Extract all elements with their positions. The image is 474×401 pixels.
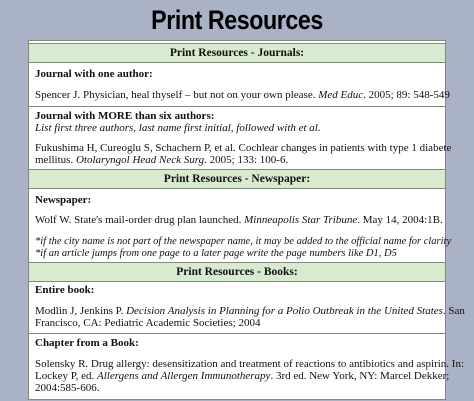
citation-text: Spencer J. Physician, heal thyself – but not on your own please. [35, 89, 319, 101]
citation-text: Wolf W. State's mail-order drug plan launched. [35, 214, 245, 226]
books-header: Print Resources - Books: [29, 262, 445, 282]
citation-text: Lockey P, ed. [35, 370, 98, 382]
newspaper-note-city: *if the city name is not part of the newspaper name, it may be added to the official name for clarity [35, 236, 452, 247]
newspaper-note-pages: *if an article jumps from one page to a later page write the page numbers like D1, D5 [35, 248, 397, 259]
entire-book-label: Entire book: [35, 284, 95, 296]
newspaper-label: Newspaper: [35, 194, 92, 206]
row-divider [29, 333, 445, 334]
book-chapter-citation-line3: 2004:585-606. [35, 382, 100, 394]
citation-tail: . 2005; 89: 548-549 [363, 89, 450, 101]
journal-six-authors-citation-line1: Fukushima H, Cureoglu S, Schachern P, et al. Cochlear changes in patients with type 1 diabete [35, 142, 452, 154]
entire-book-citation-line2: Francisco, CA: Pediatric Academic Societies; 2004 [35, 317, 261, 329]
book-title: Allergens and Allergen Immunotherapy [97, 370, 271, 382]
row-divider [29, 106, 445, 107]
journal-title: Med Educ [318, 89, 364, 101]
resource-table [28, 40, 465, 400]
citation-text: mellitus. [35, 154, 76, 166]
book-chapter-label: Chapter from a Book: [35, 337, 139, 349]
book-chapter-citation-line1: Solensky R. Drug allergy: desensitization and treatment of reactions to antibiotics and aspirin. In: [35, 358, 465, 370]
citation-tail: . 3rd ed. New York, NY: Marcel Dekker; [270, 370, 450, 382]
citation-tail: . 2005; 133: 100-6. [204, 154, 289, 166]
journal-six-authors-label: Journal with MORE than six authors: [35, 110, 215, 122]
newspaper-header: Print Resources - Newspaper: [29, 169, 445, 189]
citation-tail: . San [442, 305, 465, 317]
journal-one-author-citation [35, 89, 450, 102]
newspaper-citation [35, 214, 443, 227]
book-title: Decision Analysis in Planning for a Polio Outbreak in the United States [126, 305, 443, 317]
citation-text: Modlin J, Jenkins P. [35, 305, 127, 317]
journal-title: Otolaryngol Head Neck Surg [75, 154, 205, 166]
journal-six-authors-note: List first three authors, last name first initial, followed with et al. [35, 122, 321, 134]
journal-one-author-label: Journal with one author: [35, 68, 153, 80]
page-title: Print Resources [151, 5, 323, 35]
journals-header: Print Resources - Journals: [29, 43, 445, 63]
journal-six-authors-citation-line2 [35, 154, 443, 167]
citation-tail: . May 14, 2004:1B. [357, 214, 443, 226]
newspaper-title: Minneapolis Star Tribune [244, 214, 358, 226]
